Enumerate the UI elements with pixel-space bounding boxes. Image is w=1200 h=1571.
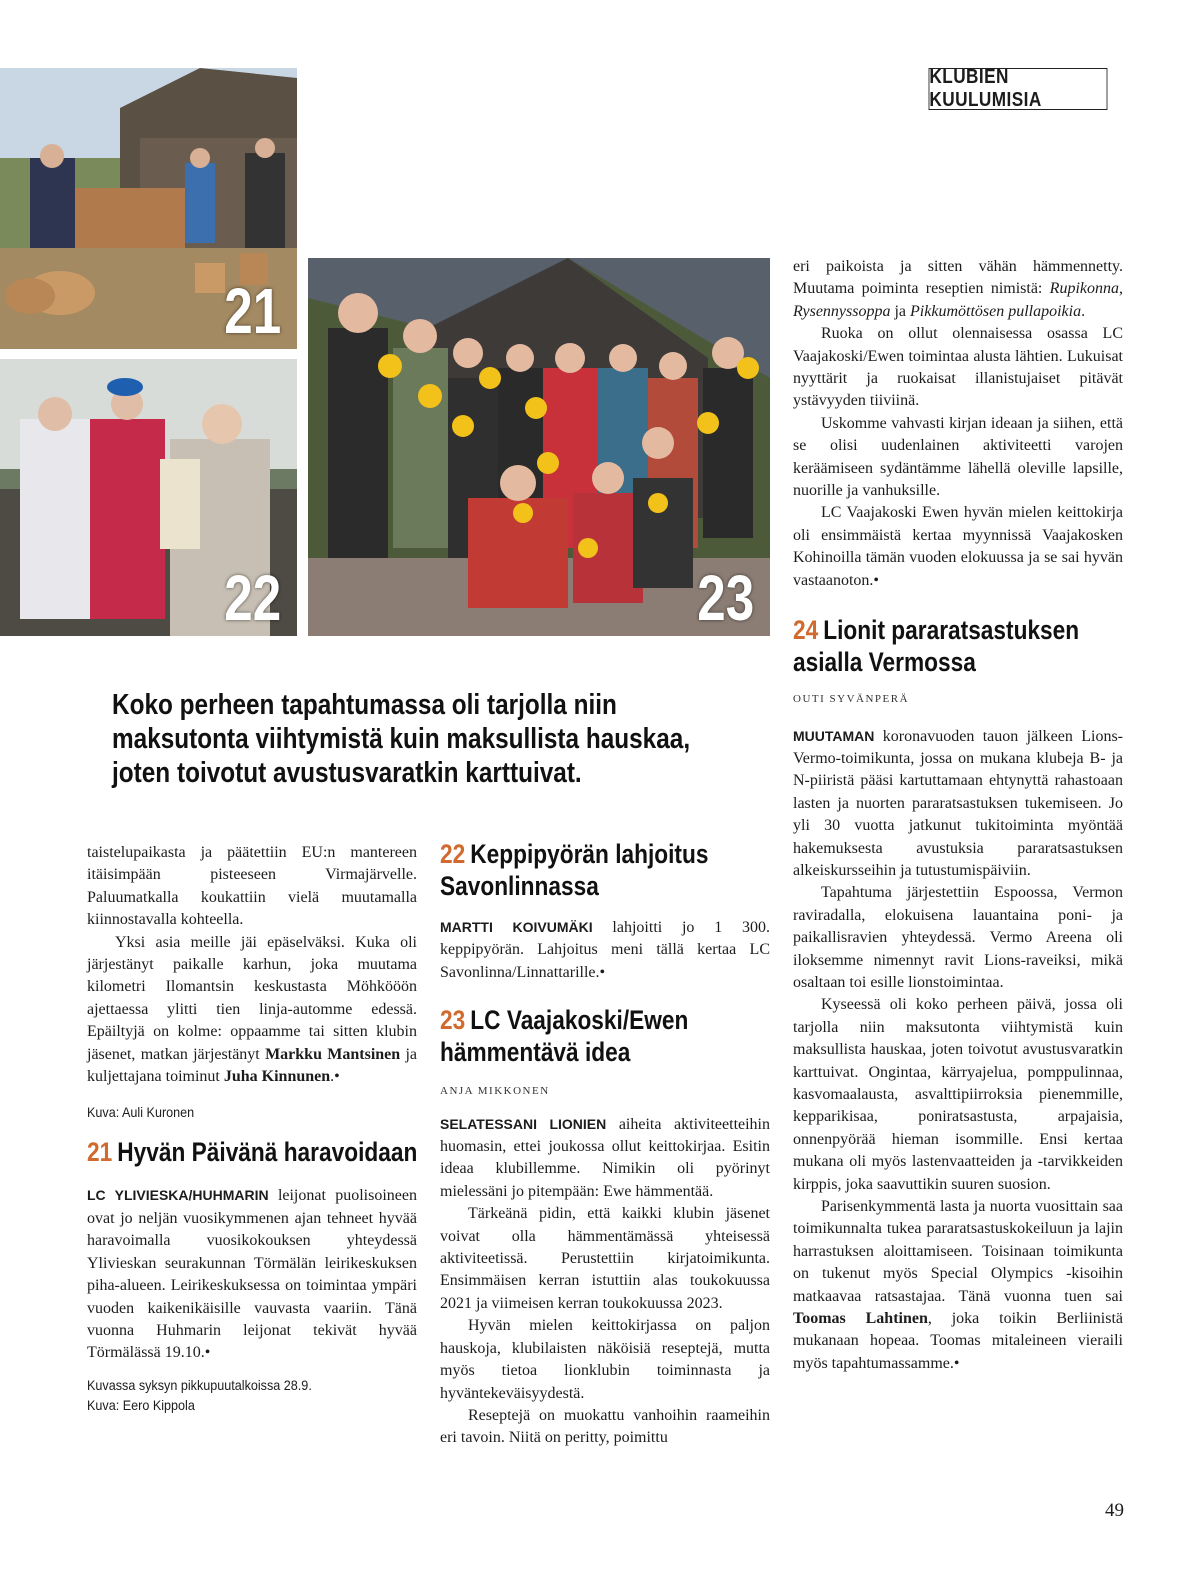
section-22-body bbox=[440, 916, 770, 984]
col3-p1-text-g: . bbox=[1081, 302, 1086, 320]
section-21-body bbox=[87, 1184, 417, 1364]
pull-quote: Koko perheen tapahtumassa oli tarjolla niin maksutonta viihtymistä kuin maksullista hauskaa, joten toivotut avustusvaratkin karttuivat. bbox=[112, 689, 691, 789]
headline-22-number: 22 bbox=[440, 839, 466, 869]
col3-p1-text-a: eri paikoista ja sitten vähän hämmennetty. Muutama poiminta reseptien nimistä: bbox=[793, 258, 1123, 298]
section-24-p4-text-c: , joka toikin Berliinistä mukanaan hopeaa. Toomas mitaleineen vieraili myös tapahtumassamme.• bbox=[793, 1310, 1124, 1372]
photo-credit-auli: Kuva: Auli Kuronen bbox=[87, 1104, 195, 1121]
col3-paragraph-3: Uskomme vahvasti kirjan ideaan ja siihen, että se olisi uudenlainen aktiviteetti varojen keräämiseen sydäntämme lähellä oleville lapsille, nuorille ja vanhuksille. bbox=[793, 414, 1123, 500]
person-name-juha: Juha Kinnunen bbox=[223, 1068, 331, 1086]
section-23-paragraph-2: Tärkeänä pidin, että kaikki klubin jäsenet voivat olla hämmentämässä yhteisessä aktiviteetissä. Perustettiin kirjatoimikunta. Ensimmäisen kerran istuttiin alas toukokuussa 2021 ja viimeisen kerran toukokuussa 2023. bbox=[440, 1205, 770, 1312]
column-3 bbox=[793, 256, 1123, 1375]
person-name-toomas: Toomas Lahtinen bbox=[793, 1310, 928, 1328]
col1-p2-text-c: ja kuljettajana toiminut bbox=[87, 1045, 418, 1086]
col3-paragraph-4: LC Vaajakoski Ewen hyvän mielen keittokirja oli ensimmäistä kertaa myynnissä Vaajakosken Kohinoilla tämän vuoden elokuussa ja se sai hyvän vastaanoton.• bbox=[793, 504, 1123, 589]
headline-24 bbox=[793, 614, 1129, 678]
photo-number-23: 23 bbox=[697, 562, 754, 634]
headline-23-number: 23 bbox=[440, 1005, 466, 1036]
section-22-lead: MARTTI KOIVUMÄKI bbox=[440, 919, 593, 935]
headline-21-title: Hyvän Päivänä haravoidaan bbox=[117, 1137, 418, 1168]
photo-caption-21-line2: Kuva: Eero Kippola bbox=[87, 1396, 195, 1413]
photo-caption-21 bbox=[87, 1375, 384, 1415]
col1-p2-text-a: Yksi asia meille jäi epäselväksi. Kuka oli järjestänyt paikalle karhun, joka muutama kilometri Ilomantsin keskustasta Möhkööön ajettaessa ylitti tien linja-automme edessä. Epäiltyjä on kolme: oppaamme tai sitten klubin jäsenet, matkan järjestänyt bbox=[87, 933, 417, 1063]
col1-paragraph-1: taistelupaikasta ja päätettiin EU:n mantereen itäisimpään pisteeseen Virmajärvelle. Paluumatkalla koukattiin vielä muutamalla kiinnostavalla kohteella. bbox=[87, 844, 417, 929]
photo-21 bbox=[0, 68, 297, 349]
section-24-paragraph-4 bbox=[793, 1196, 1123, 1375]
section-tag: KLUBIEN KUULUMISIA bbox=[929, 68, 1108, 110]
section-21-text: leijonat puolisoineen ovat jo neljän vuosikymmenen ajan tehneet hyvää haravoimalla vuosikokouksen yhteydessä Ylivieskan seurakunnan Törmälän leirikeskuksen piha-alueen. Leirikeskuksessa on toimintaa ympäri vuoden kaikenikäisille vauvasta vaariin. Tänä vuonna Huhmarin leijonat tekivät hyvää Törmälässä 19.10.• bbox=[87, 1187, 417, 1362]
col3-p1-text-c: , bbox=[1119, 280, 1123, 298]
section-23-paragraph-3: Hyvän mielen keittokirjassa on paljon hauskoja, klubilaisten näköisiä reseptejä, mutta myös tietoa lionklubin toiminnasta ja hyväntekeväisyydestä. bbox=[440, 1317, 770, 1402]
col1-p2-text-e: .• bbox=[330, 1068, 340, 1086]
photo-23 bbox=[308, 258, 770, 636]
recipe-name-2: Rysennyssoppa bbox=[793, 302, 891, 320]
section-24-text: koronavuoden tauon jälkeen Lions-Vermo-toimikunta, jossa on mukana klubeja B- ja N-piiristä pääsi kartuttamaan ehtynyttä rahastoaan lasten ja nuorten pararatsastuksen tukemiseen. Jo yli 30 vuotta jatkunut tukitoiminta myöntää hakemuksesta avustuksia pararatsastuksen alkeiskursseihin ja tutustumispäiviin. bbox=[793, 727, 1123, 879]
headline-23 bbox=[440, 1004, 776, 1068]
photo-caption-21-line1: Kuvassa syksyn pikkupuutalkoissa 28.9. bbox=[87, 1376, 312, 1393]
section-24-paragraph-2: Tapahtuma järjestettiin Espoossa, Vermon raviradalla, elokuisena lauantaina poni- ja paikallisravien yhteydessä. Vermo Areena oli iloksemme nimennyt ravit Lions-raveiksi, mikä osaltaan toi esille lionstoimintaa. bbox=[793, 884, 1123, 991]
headline-21 bbox=[87, 1136, 423, 1168]
section-23-text: aiheita aktiviteetteihin huomasin, ettei joukossa ollut keittokirjaa. Esitin ideaa klubillemme. Nimikin oli pyörinyt mielessäni jo pitempään: Ewe hämmentää. bbox=[440, 1115, 770, 1200]
headline-23-title: LC Vaajakoski/Ewen hämmentävä idea bbox=[440, 1005, 689, 1068]
section-21-lead: LC YLIVIESKA/HUHMARIN bbox=[87, 1187, 269, 1204]
byline-23: ANJA MIKKONEN bbox=[440, 1085, 550, 1098]
photo-number-22: 22 bbox=[224, 562, 281, 634]
section-23-paragraph-1 bbox=[440, 1113, 770, 1204]
section-23-lead: SELATESSANI LIONIEN bbox=[440, 1115, 607, 1132]
column-1 bbox=[87, 842, 417, 1415]
col1-paragraph-2 bbox=[87, 932, 417, 1089]
col3-paragraph-2: Ruoka on ollut olennaisessa osassa LC Vaajakoski/Ewen toimintaa alusta lähtien. Lukuisat nyyttärit ja ruokaisat illanistujaiset pitävät ystävyyden tiiviinä. bbox=[793, 325, 1123, 410]
page-number: 49 bbox=[1105, 1500, 1124, 1521]
recipe-name-1: Rupikonna bbox=[1049, 280, 1119, 298]
section-22-text: lahjoitti jo 1 300. keppipyörän. Lahjoitus meni tällä kertaa LC Savonlinna/Linnattarille.• bbox=[440, 919, 770, 981]
photo-number-21: 21 bbox=[224, 275, 281, 347]
column-2 bbox=[440, 838, 770, 1450]
section-24-paragraph-1 bbox=[793, 725, 1123, 883]
byline-24: OUTI SYVÄNPERÄ bbox=[793, 693, 910, 706]
headline-24-title: Lionit pararatsastuksen asialla Vermossa bbox=[793, 615, 1080, 678]
section-23-paragraph-4: Reseptejä on muokattu vanhoihin raameihin eri tavoin. Niitä on peritty, poimittu bbox=[440, 1406, 770, 1447]
col3-paragraph-1 bbox=[793, 256, 1123, 323]
person-name-markku: Markku Mantsinen bbox=[265, 1045, 401, 1063]
headline-24-number: 24 bbox=[793, 615, 819, 646]
headline-22-title: Keppipyörän lahjoitus Savonlinnassa bbox=[440, 839, 709, 901]
section-24-lead: MUUTAMAN bbox=[793, 727, 875, 744]
headline-21-number: 21 bbox=[87, 1137, 113, 1168]
col3-p1-text-e: ja bbox=[890, 302, 911, 320]
section-24-p4-text-a: Parisenkymmentä lasta ja nuorta vuosittain saa toimikunnalta tukea pararatsastuskokeiluun ja lajin harrastuksen aloittamiseen. Toisinaan toimikunta on tukenut myös Special Olympics -kisoihin matkaavaa ratsastajaa. Tänä vuonna tuen sai bbox=[793, 1198, 1123, 1305]
section-24-paragraph-3: Kyseessä oli koko perheen päivä, jossa oli tarjolla niin maksutonta viihtymistä kuin maksullista hauskaa, joten toivotut avustusvaratkin karttuivat. Ongintaa, kärryajelua, pomppulinnaa, kasvomaalausta, asvalttipiirroksia pienemmille, kepparikisaa, poniratsastusta, arpajaisia, onnenpyörää hieman isommille. Ensi kertaa mukana oli myös lastenvaatteiden ja -tarvikkeiden kirppis, joka saavuttikin suuren suosion. bbox=[793, 996, 1123, 1193]
headline-22 bbox=[440, 838, 776, 902]
photo-22 bbox=[0, 359, 297, 636]
recipe-name-3: Pikkumöttösen pullapoikia bbox=[910, 302, 1082, 320]
